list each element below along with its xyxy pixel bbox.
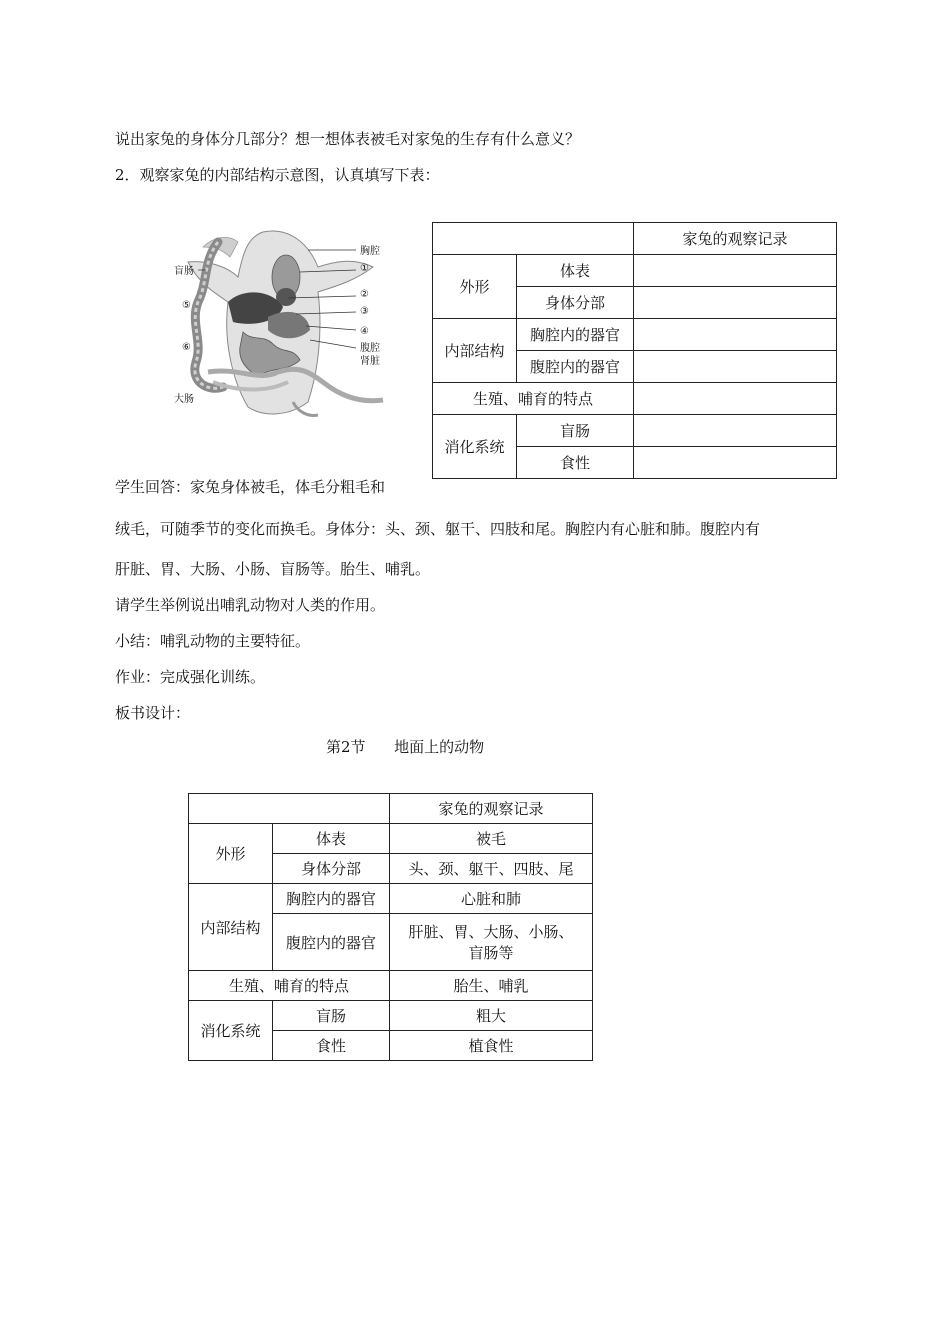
t2-digestive: 消化系统 <box>189 1001 273 1061</box>
t2-body-parts-val: 头、颈、躯干、四肢、尾 <box>390 854 593 884</box>
t2-body-parts: 身体分部 <box>273 854 390 884</box>
observation-table-blank <box>432 222 837 479</box>
answer-line-2: 绒毛，可随季节的变化而换毛。身体分：头、颈、躯干、四肢和尾。胸腔内有心脏和肺。腹腔内有 <box>115 520 761 538</box>
question-1: 说出家兔的身体分几部分？想一想体表被毛对家兔的生存有什么意义？ <box>115 130 581 148</box>
t2-abdomen-organs: 腹腔内的器官 <box>273 914 390 971</box>
rabbit-anatomy-illustration <box>168 222 390 422</box>
t2-diet-val: 植食性 <box>390 1031 593 1061</box>
board-design-line: 板书设计： <box>115 704 191 722</box>
section-title: 第2节 地面上的动物 <box>326 738 485 756</box>
label-3: ③ <box>360 306 369 317</box>
t2-diet: 食性 <box>273 1031 390 1061</box>
t2-abdomen-val-line2: 盲肠等 <box>468 944 514 962</box>
t2-internal: 内部结构 <box>189 884 273 971</box>
label-large-intestine: 大肠 <box>174 394 194 405</box>
t1-thorax-organs: 胸腔内的器官 <box>517 319 634 351</box>
label-5: ⑤ <box>182 300 191 311</box>
t1-cecum: 盲肠 <box>517 415 634 447</box>
t1-diet: 食性 <box>517 447 634 479</box>
t1-body-surface: 体表 <box>517 255 634 287</box>
label-4: ④ <box>360 326 369 337</box>
t1-abdomen-organs: 腹腔内的器官 <box>517 351 634 383</box>
t1-thorax-answer[interactable] <box>634 319 837 351</box>
t2-body-surface-val: 被毛 <box>390 824 593 854</box>
t2-cecum: 盲肠 <box>273 1001 390 1031</box>
t2-thorax-val: 心脏和肺 <box>390 884 593 914</box>
t1-reproduction-answer[interactable] <box>634 383 837 415</box>
t1-internal: 内部结构 <box>433 319 517 383</box>
homework-line: 作业：完成强化训练。 <box>115 668 266 686</box>
t1-header: 家兔的观察记录 <box>634 223 837 255</box>
t2-thorax-organs: 胸腔内的器官 <box>273 884 390 914</box>
t2-corner-cell <box>189 794 390 824</box>
label-kidney: 肾脏 <box>360 356 380 367</box>
t2-reproduction: 生殖、哺育的特点 <box>189 971 390 1001</box>
t2-header: 家兔的观察记录 <box>390 794 593 824</box>
t1-body-parts-answer[interactable] <box>634 287 837 319</box>
t1-cecum-answer[interactable] <box>634 415 837 447</box>
summary-line: 小结：哺乳动物的主要特征。 <box>115 632 311 650</box>
t2-abdomen-val-line1: 肝脏、胃、大肠、小肠、 <box>408 923 574 941</box>
t1-digestive: 消化系统 <box>433 415 517 479</box>
t1-diet-answer[interactable] <box>634 447 837 479</box>
rabbit-anatomy-diagram <box>168 222 390 422</box>
label-abdomen: 腹腔 <box>360 343 380 354</box>
observation-table-filled <box>188 793 593 1061</box>
label-thorax: 胸腔 <box>360 246 380 257</box>
t1-reproduction: 生殖、哺育的特点 <box>433 383 634 415</box>
label-6: ⑥ <box>182 342 191 353</box>
t2-shape: 外形 <box>189 824 273 884</box>
t1-body-parts: 身体分部 <box>517 287 634 319</box>
label-2: ② <box>360 289 369 300</box>
label-1: ① <box>360 263 369 274</box>
ask-line: 请学生举例说出哺乳动物对人类的作用。 <box>115 596 386 614</box>
label-cecum: 盲肠 <box>174 266 194 277</box>
t2-abdomen-val <box>390 914 593 971</box>
question-2: 2．观察家兔的内部结构示意图，认真填写下表： <box>115 166 440 184</box>
t1-corner-cell <box>433 223 634 255</box>
t2-reproduction-val: 胎生、哺乳 <box>390 971 593 1001</box>
t2-body-surface: 体表 <box>273 824 390 854</box>
t2-cecum-val: 粗大 <box>390 1001 593 1031</box>
answer-line-3: 肝脏、胃、大肠、小肠、盲肠等。胎生、哺乳。 <box>115 560 431 578</box>
t1-body-surface-answer[interactable] <box>634 255 837 287</box>
answer-line-1: 学生回答：家兔身体被毛，体毛分粗毛和 <box>115 478 386 496</box>
t1-shape: 外形 <box>433 255 517 319</box>
t1-abdomen-answer[interactable] <box>634 351 837 383</box>
